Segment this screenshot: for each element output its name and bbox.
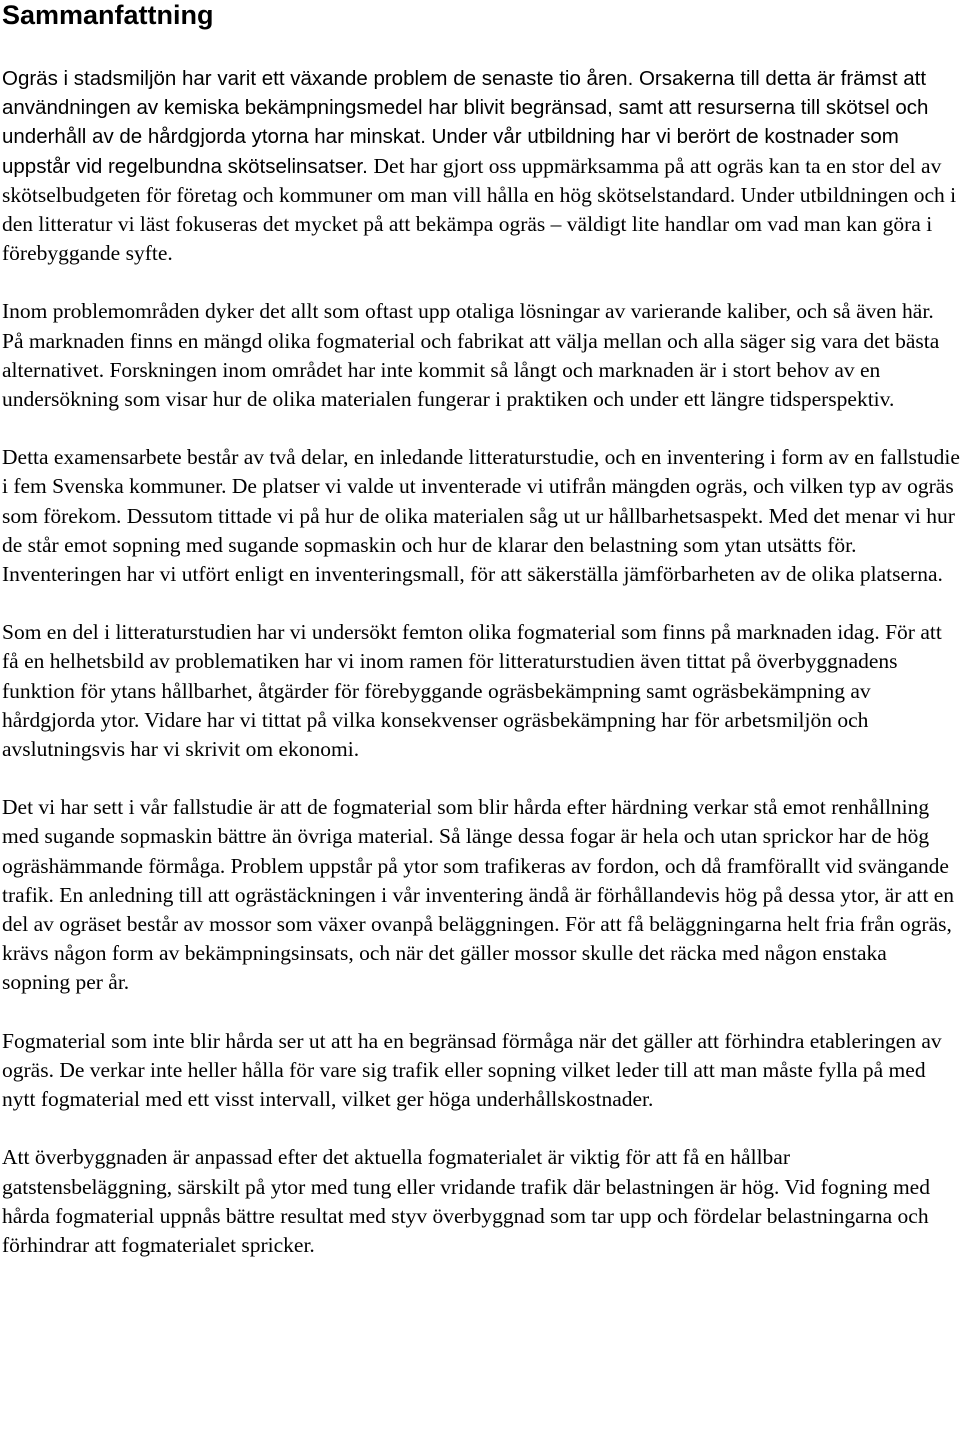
summary-paragraph-3: Detta examensarbete består av två delar, en inledande litteraturstudie, och en inventering i form av en fallstudie i fem Svenska kommuner. De platser vi valde ut inventerade vi utifrån mängden ogräs, och vilken typ av ogräs som förekom. Dessutom tittade vi på hur de olika materialen såg ut ur hållbarhetsaspekt. Med det menar vi hur de står emot sopning med sugande sopmaskin och hur de klarar den belastning som ytan utsätts för. Inventeringen har vi utfört enligt en inventeringsmall, för att säkerställa jämförbarheten av de olika platserna.	[2, 445, 960, 587]
summary-paragraph-2: Inom problemområden dyker det allt som oftast upp otaliga lösningar av varierande kaliber, och så även här. På marknaden finns en mängd olika fogmaterial och fabrikat att välja mellan och alla säger sig vara det bästa alternativet. Forskningen inom området har inte kommit så långt och marknaden är i stort behov av en undersökning som visar hur de olika materialen fungerar i praktiken och under ett längre tidsperspektiv.	[2, 299, 940, 412]
summary-paragraph-6: Fogmaterial som inte blir hårda ser ut att ha en begränsad förmåga när det gäller att förhindra etableringen av ogräs. De verkar inte heller hålla för vare sig trafik eller sopning vilket leder till att man måste fylla på med nytt fogmaterial med ett visst intervall, vilket ger höga underhållskostnader.	[2, 1028, 942, 1112]
summary-paragraph-5: Det vi har sett i vår fallstudie är att de fogmaterial som blir hårda efter härdning verkar stå emot renhållning med sugande sopmaskin bättre än övriga material. Så länge dessa fogar är hela och utan sprickor har de hög ogräshämmande förmåga. Problem uppstår på ytor som trafikeras av fordon, och då framförallt vid svängande trafik. En anledning till att ogrästäckningen i vår inventering ändå är förhållandevis hög på dessa ytor, är att en del av ogräset består av mossor som växer ovanpå beläggningen. För att få beläggningarna helt fria från ogräs, krävs någon form av bekämpningsinsats, och när det gäller mossor skulle det räcka med någon enstaka sopning per år.	[2, 795, 954, 995]
summary-paragraph-7: Att överbyggnaden är anpassad efter det aktuella fogmaterialet är viktig för att få en hållbar gatstensbeläggning, särskilt på ytor med tung eller vridande trafik där belastningen är hög. Vid fogning med hårda fogmaterial uppnås bättre resultat med styv överbyggnad som tar upp och fördelar belastningarna och förhindrar att fogmaterialet spricker.	[2, 1145, 930, 1257]
summary-paragraph-4: Som en del i litteraturstudien har vi undersökt femton olika fogmaterial som finns på marknaden idag. För att få en helhetsbild av problematiken har vi inom ramen för litteraturstudien även tittat på överbyggnadens funktion för ytans hållbarhet, åtgärder för förebyggande ogräsbekämpning samt ogräsbekämpning av hårdgjorda ytor. Vidare har vi tittat på vilka konsekvenser ogräsbekämpning har för arbetsmiljön och avslutningsvis har vi skrivit om ekonomi.	[2, 620, 942, 762]
section-title: Sammanfattning	[2, 0, 214, 30]
paragraph-1-serif-part: Det har gjort oss uppmärksamma på att ogräs kan ta en stor del av skötselbudgeten för företag och kommuner om man vill hålla en hög skötselstandard. Under utbildningen och i den litteratur vi läst fokuseras det mycket på att bekämpa ogräs – väldigt lite handlar om vad man kan göra i förebyggande syfte.	[2, 153, 957, 266]
paragraph-1-sans-part: Ogräs i stadsmiljön har varit ett växande problem de senaste tio åren. Orsakerna till detta är främst att användningen av kemiska bekämpningsmedel har blivit begränsad, samt att resurserna till skötsel och underhåll av de hårdgjorda ytorna har minskat. Under vår utbildning har vi berört de kostnader som uppstår vid regelbundna skötselinsatser.	[2, 67, 929, 178]
summary-paragraph-1	[2, 64, 960, 268]
